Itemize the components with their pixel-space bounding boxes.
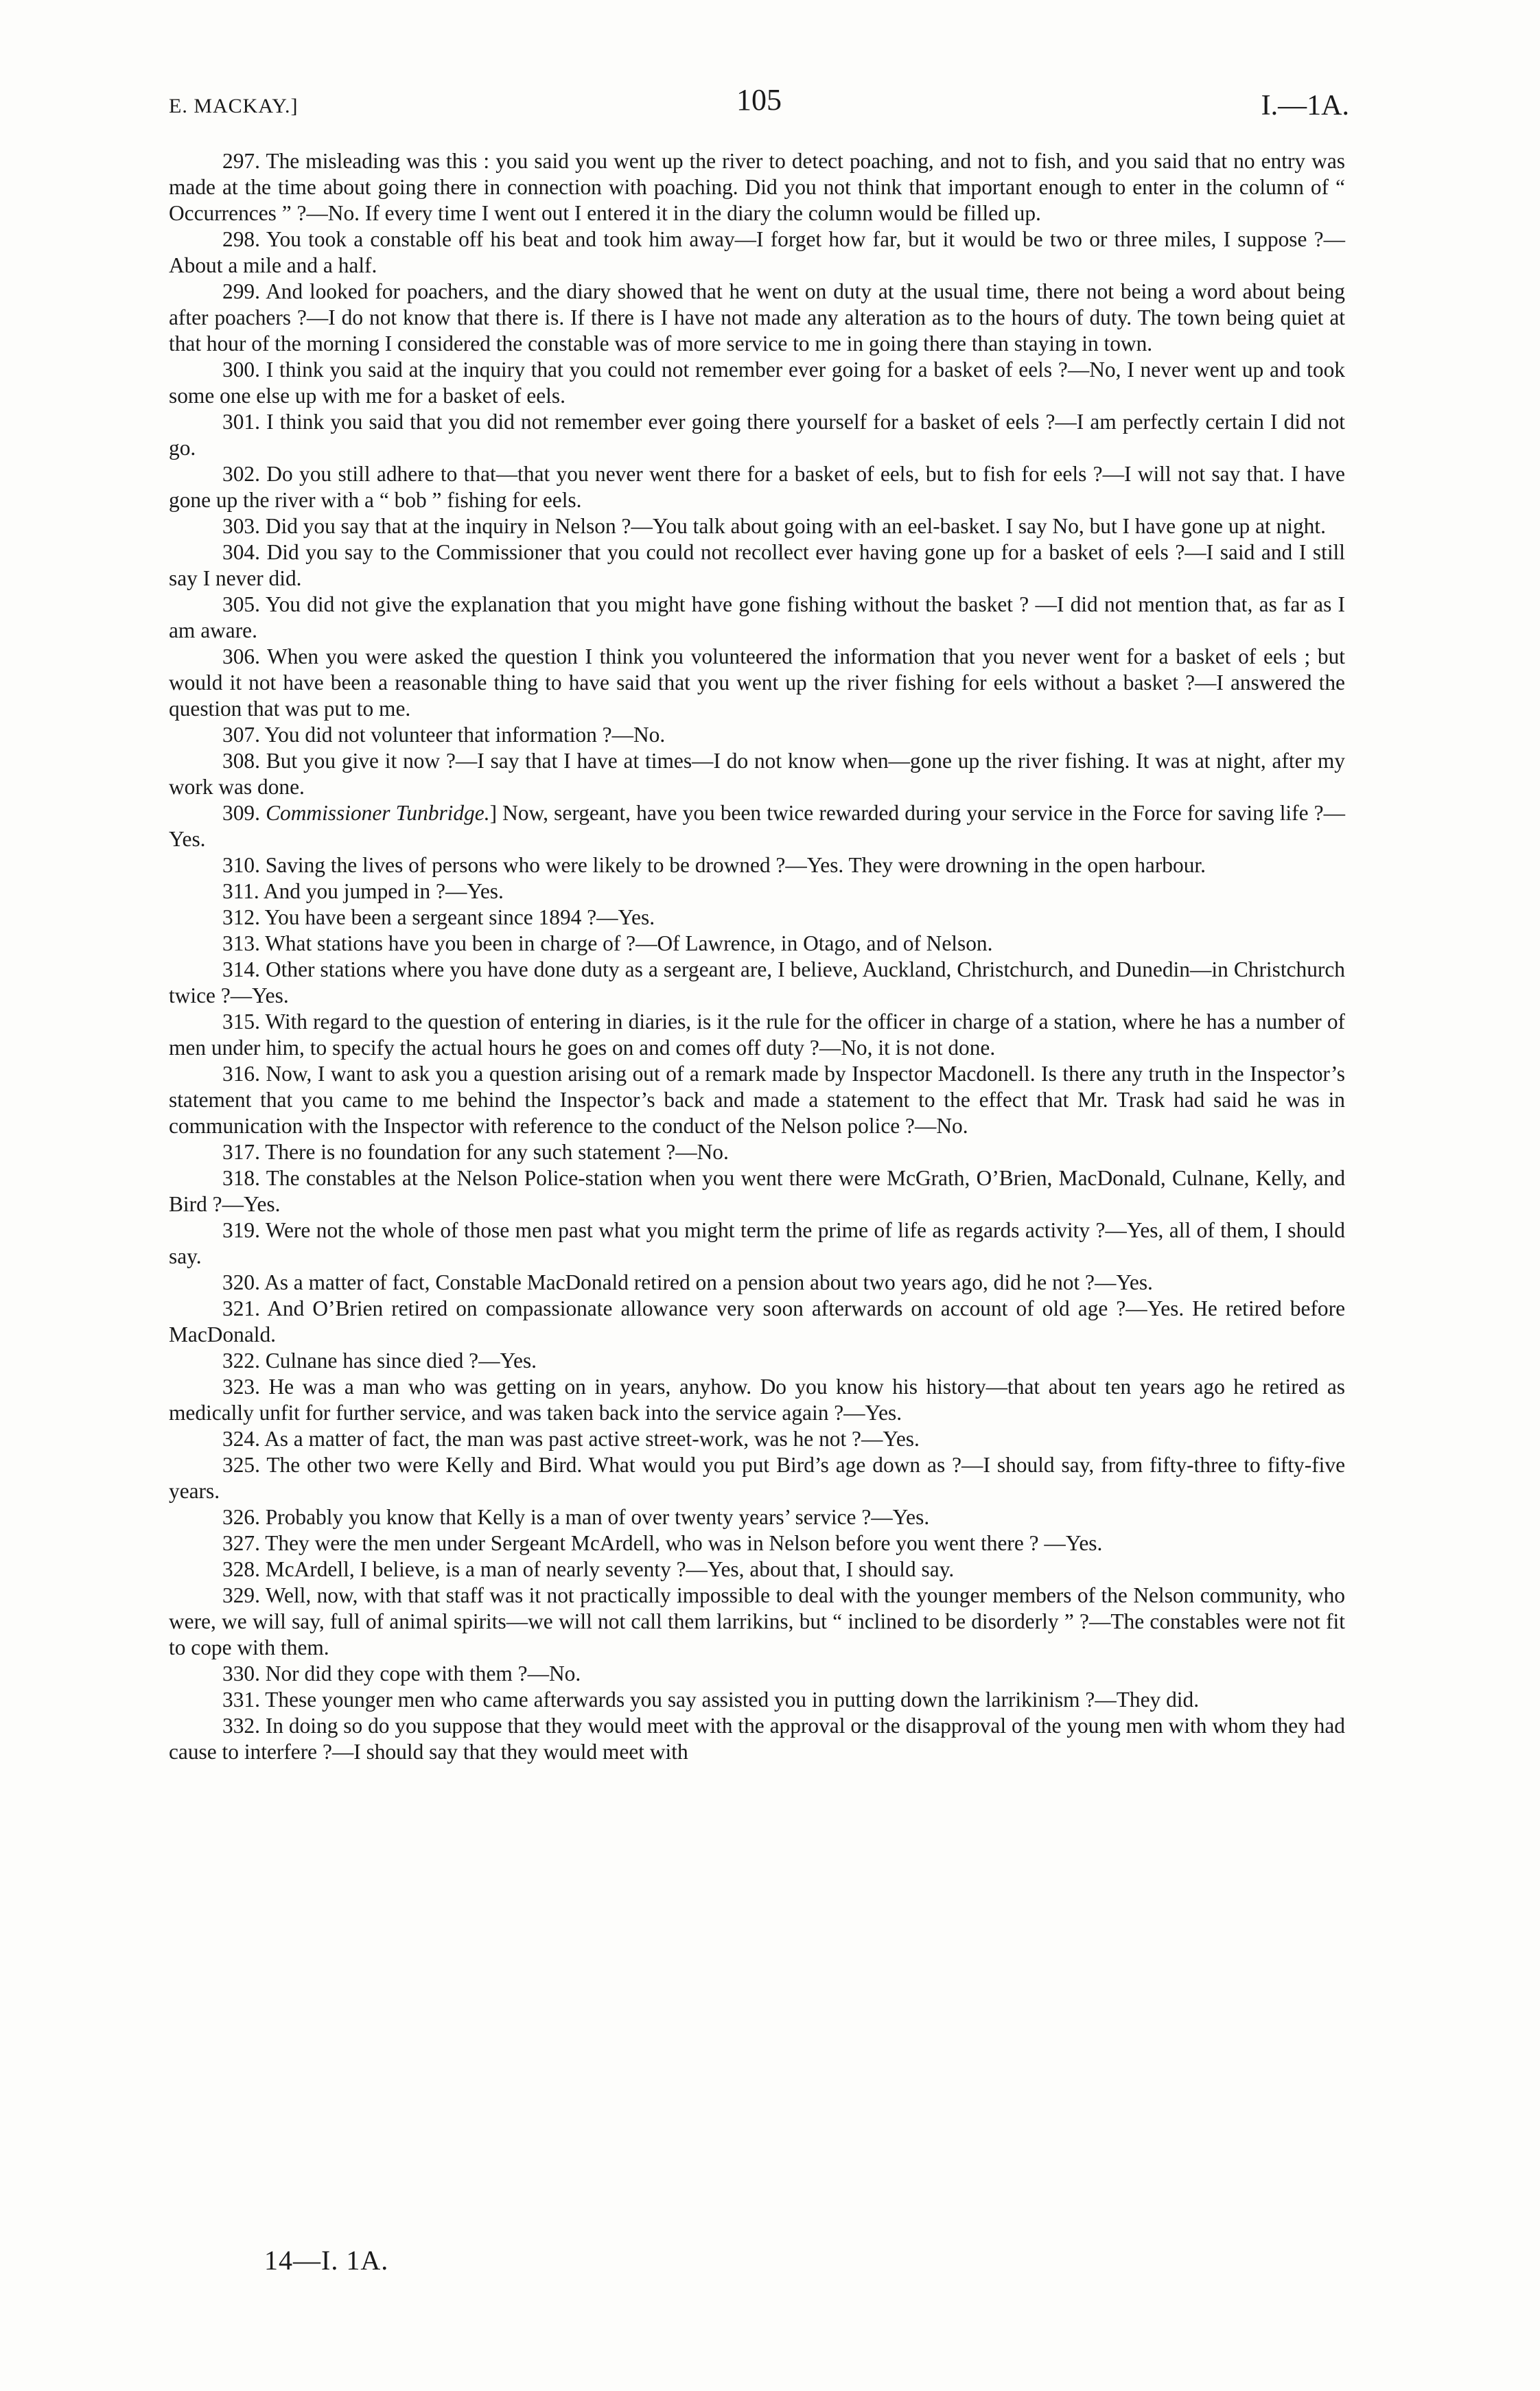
- question-number: 308.: [222, 749, 260, 773]
- question-paragraph: [169, 226, 1345, 279]
- question-text: There is no foundation for any such statement ?—No.: [265, 1140, 729, 1164]
- question-text: Other stations where you have done duty as a sergeant are, I believe, Auckland, Christchurch, and Dunedin—in Christchurch twice ?—Yes.: [169, 957, 1345, 1007]
- question-paragraph: [169, 1217, 1345, 1270]
- question-text: You have been a sergeant since 1894 ?—Yes.: [264, 905, 655, 929]
- question-paragraph: [169, 722, 1345, 748]
- question-paragraph: [169, 1687, 1345, 1713]
- question-text: You did not give the explanation that you might have gone fishing without the basket ? —I did not mention that, as far as I am aware.: [169, 592, 1346, 642]
- question-paragraph: [169, 1583, 1345, 1661]
- page-header: [169, 82, 1349, 130]
- question-number: 300.: [222, 358, 260, 382]
- question-text: Saving the lives of persons who were likely to be drowned ?—Yes. They were drowning in the open harbour.: [265, 853, 1206, 877]
- question-paragraph: [169, 1713, 1345, 1765]
- question-number: 320.: [222, 1270, 260, 1294]
- question-number: 312.: [222, 905, 260, 929]
- question-number: 319.: [222, 1218, 260, 1242]
- question-text: Nor did they cope with them ?—No.: [265, 1661, 581, 1686]
- question-paragraph: [169, 357, 1345, 409]
- question-paragraph: [169, 409, 1345, 461]
- question-text: Well, now, with that staff was it not practically impossible to deal with the younger members of the Nelson community, who were, we will say, full of animal spirits—we will not call them larrikins, but “ inclined to be disorderly ” ?—The constables were not fit to cope with them.: [169, 1583, 1345, 1659]
- page-number: 105: [736, 83, 782, 117]
- question-text: And O’Brien retired on compassionate allowance very soon afterwards on account of old age ?—Yes. He retired before MacDonald.: [169, 1296, 1345, 1346]
- question-text: And looked for poachers, and the diary showed that he went on duty at the usual time, there not being a word about being after poachers ?—I do not know that there is. If there is I have not made any alteration as to the hours of duty. The town being quiet at that hour of the morning I considered the constable was of more service to me in going there than staying in town.: [169, 279, 1345, 355]
- question-text: They were the men under Sergeant McArdell, who was in Nelson before you went there ? —Yes.: [265, 1531, 1103, 1555]
- question-number: 316.: [222, 1062, 260, 1086]
- question-text: I think you said that you did not remember ever going there yourself for a basket of eels ?—I am perfectly certain I did not go.: [169, 410, 1345, 460]
- question-text: And you jumped in ?—Yes.: [263, 879, 504, 903]
- question-number: 307.: [222, 723, 260, 747]
- question-number: 328.: [222, 1557, 260, 1581]
- question-paragraph: [169, 644, 1345, 722]
- question-text: McArdell, I believe, is a man of nearly seventy ?—Yes, about that, I should say.: [265, 1557, 955, 1581]
- question-number: 327.: [222, 1531, 260, 1555]
- question-number: 306.: [222, 644, 260, 668]
- question-text: As a matter of fact, Constable MacDonald retired on a pension about two years ago, did he not ?—Yes.: [264, 1270, 1153, 1294]
- question-number: 321.: [222, 1296, 260, 1320]
- question-text: Were not the whole of those men past what you might term the prime of life as regards activity ?—Yes, all of them, I should say.: [169, 1218, 1346, 1268]
- question-number: 305.: [222, 592, 260, 616]
- testimony-body: [169, 148, 1345, 1765]
- question-text: You did not volunteer that information ?—No.: [264, 723, 666, 747]
- question-text: But you give it now ?—I say that I have at times—I do not know when—gone up the river fishing. It was at night, after my work was done.: [169, 749, 1345, 799]
- question-number: 323.: [222, 1375, 260, 1399]
- question-text: I think you said at the inquiry that you could not remember ever going for a basket of eels ?—No, I never went up and took some one else up with me for a basket of eels.: [169, 358, 1345, 408]
- question-number: 297.: [222, 149, 260, 173]
- question-text: The misleading was this : you said you went up the river to detect poaching, and not to fish, and you said that no entry was made at the time about going there in connection with poaching. Did you not think that important enough to enter in the column of “ Occurrences ” ?—No. If every time I went out I entered it in the diary the column would be filled up.: [169, 149, 1346, 225]
- question-paragraph: [169, 592, 1345, 644]
- question-paragraph: [169, 957, 1345, 1009]
- question-paragraph: [169, 1504, 1345, 1530]
- question-text: What stations have you been in charge of ?—Of Lawrence, in Otago, and of Nelson.: [265, 931, 993, 955]
- question-paragraph: [169, 878, 1345, 905]
- question-paragraph: [169, 1009, 1345, 1061]
- question-paragraph: [169, 1348, 1345, 1374]
- question-paragraph: [169, 1426, 1345, 1452]
- question-number: 325.: [222, 1453, 260, 1477]
- question-number: 324.: [222, 1427, 260, 1451]
- speaker-name: Commissioner Tunbridge.: [266, 801, 490, 825]
- question-paragraph: [169, 513, 1345, 539]
- question-paragraph: [169, 1061, 1345, 1139]
- question-text: The constables at the Nelson Police-station when you went there were McGrath, O’Brien, MacDonald, Culnane, Kelly, and Bird ?—Yes.: [169, 1166, 1346, 1216]
- question-paragraph: [169, 279, 1345, 357]
- question-text: The other two were Kelly and Bird. What would you put Bird’s age down as ?—I should say, from fifty-three to fifty-five years.: [169, 1453, 1346, 1503]
- question-paragraph: [169, 931, 1345, 957]
- question-text: When you were asked the question I think you volunteered the information that you never went for a basket of eels ; but would it not have been a reasonable thing to have said that you went up the river fishing for eels without a basket ?—I answered the question that was put to me.: [169, 644, 1345, 721]
- question-number: 311.: [222, 879, 259, 903]
- question-paragraph: [169, 1139, 1345, 1165]
- question-text: With regard to the question of entering in diaries, is it the rule for the officer in charge of a station, where he has a number of men under him, to specify the actual hours he goes on and comes off duty ?—No, it is not done.: [169, 1010, 1345, 1060]
- question-paragraph: [169, 1661, 1345, 1687]
- question-number: 304.: [222, 540, 260, 564]
- question-paragraph: [169, 1374, 1345, 1426]
- question-paragraph: [169, 461, 1345, 513]
- question-text: In doing so do you suppose that they would meet with the approval or the disapproval of the young men with whom they had cause to interfere ?—I should say that they would meet with: [169, 1714, 1345, 1764]
- question-number: 326.: [222, 1505, 260, 1529]
- question-paragraph: [169, 1165, 1345, 1217]
- question-number: 329.: [222, 1583, 260, 1607]
- question-text: Did you say that at the inquiry in Nelson ?—You talk about going with an eel-basket. I say No, but I have gone up at night.: [265, 514, 1326, 538]
- question-paragraph: [169, 905, 1345, 931]
- question-number: 299.: [222, 279, 260, 303]
- question-text: Now, I want to ask you a question arising out of a remark made by Inspector Macdonell. Is there any truth in the Inspector’s statement that you came to me behind the Inspector’s back and made a statement to the effect that Mr. Trask had said he was in communication with the Inspector with reference to the conduct of the Nelson police ?—No.: [169, 1062, 1345, 1138]
- question-text: As a matter of fact, the man was past active street-work, was he not ?—Yes.: [264, 1427, 920, 1451]
- document-reference: I.—1A.: [1261, 90, 1349, 121]
- question-number: 315.: [222, 1010, 260, 1034]
- question-text: Culnane has since died ?—Yes.: [265, 1349, 537, 1373]
- question-number: 298.: [222, 227, 260, 251]
- witness-name: E. MACKAY.]: [169, 95, 299, 117]
- printer-signature: 14—I. 1A.: [264, 2245, 389, 2276]
- question-text: Do you still adhere to that—that you never went there for a basket of eels, but to fish for eels ?—I will not say that. I have gone up the river with a “ bob ” fishing for eels.: [169, 462, 1345, 512]
- question-number: 317.: [222, 1140, 260, 1164]
- question-text: ] Now, sergeant, have you been twice rewarded during your service in the Force for saving life ?—Yes.: [169, 801, 1345, 851]
- question-number: 330.: [222, 1661, 260, 1686]
- question-number: 309.: [222, 801, 260, 825]
- question-text: These younger men who came afterwards you say assisted you in putting down the larrikinism ?—They did.: [265, 1688, 1200, 1712]
- question-text: He was a man who was getting on in years, anyhow. Do you know his history—that about ten years ago he retired as medically unfit for further service, and was taken back into the service again ?—Yes.: [169, 1375, 1345, 1425]
- question-paragraph: [169, 1296, 1345, 1348]
- question-number: 318.: [222, 1166, 260, 1190]
- question-number: 310.: [222, 853, 260, 877]
- question-paragraph: [169, 148, 1345, 226]
- question-number: 301.: [222, 410, 260, 434]
- question-number: 322.: [222, 1349, 260, 1373]
- question-text: You took a constable off his beat and took him away—I forget how far, but it would be two or three miles, I suppose ?—About a mile and a half.: [169, 227, 1346, 277]
- question-paragraph: [169, 539, 1345, 592]
- question-paragraph: [169, 1556, 1345, 1583]
- question-paragraph: [169, 852, 1345, 878]
- question-paragraph: [169, 1452, 1345, 1504]
- question-number: 314.: [222, 957, 260, 981]
- question-text: Did you say to the Commissioner that you could not recollect ever having gone up for a basket of eels ?—I said and I still say I never did.: [169, 540, 1345, 590]
- question-number: 313.: [222, 931, 260, 955]
- question-number: 303.: [222, 514, 260, 538]
- question-number: 302.: [222, 462, 260, 486]
- question-paragraph: [169, 1530, 1345, 1556]
- question-paragraph: [169, 748, 1345, 800]
- question-number: 331.: [222, 1688, 260, 1712]
- question-number: 332.: [222, 1714, 260, 1738]
- question-paragraph: [169, 1270, 1345, 1296]
- question-paragraph: [169, 800, 1345, 852]
- question-text: Probably you know that Kelly is a man of over twenty years’ service ?—Yes.: [265, 1505, 930, 1529]
